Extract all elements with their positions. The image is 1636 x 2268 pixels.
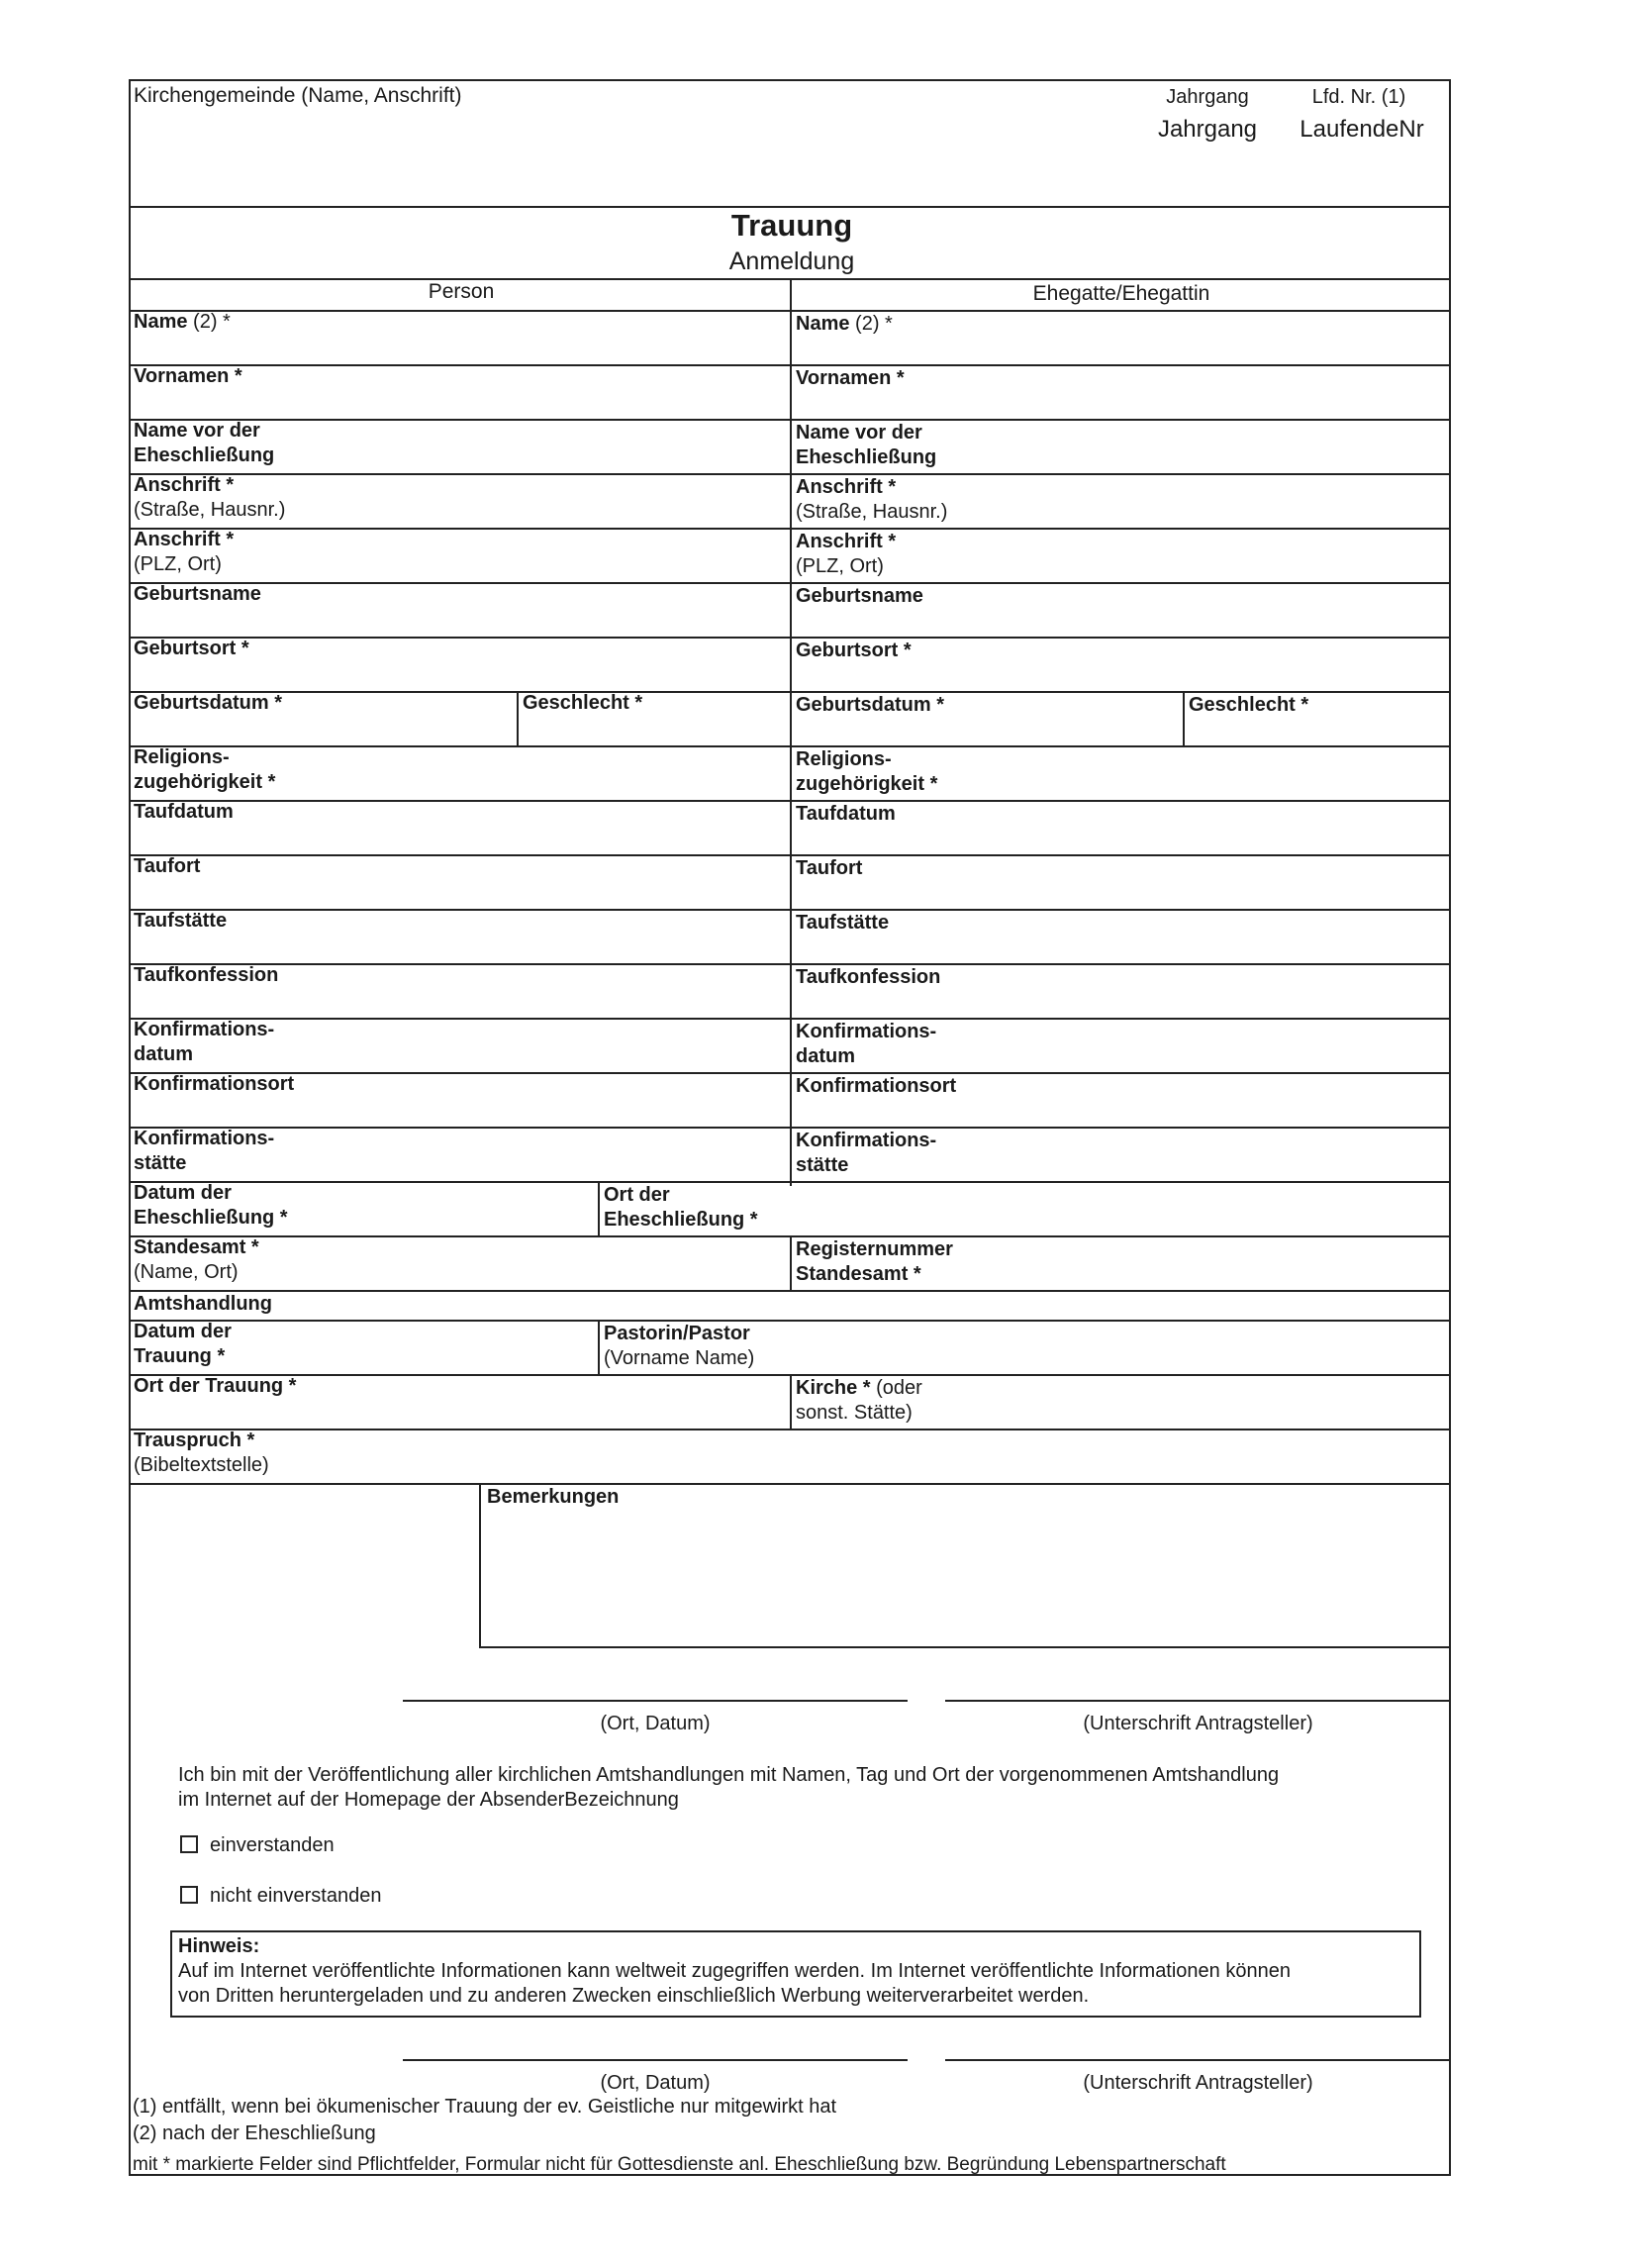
divider [131, 963, 1451, 965]
label-vornamen-spouse: Vornamen * [796, 367, 905, 389]
label-konf-datum-spouse: Konfirmations- datum [796, 1021, 937, 1067]
label-taufstaette-person: Taufstätte [134, 910, 228, 932]
signature-line-place-date-2[interactable] [403, 2059, 908, 2061]
divider [131, 854, 1451, 856]
year-label: Jahrgang [1166, 86, 1249, 108]
divider [131, 582, 1451, 584]
divider [131, 1429, 1451, 1430]
label-geburtsdatum-person: Geburtsdatum * [134, 692, 283, 714]
label-trauspruch: Trauspruch * (Bibeltextstelle) [134, 1430, 269, 1476]
congregation-label: Kirchengemeinde (Name, Anschrift) [134, 84, 462, 107]
label-signature: (Unterschrift Antragsteller) [1083, 1713, 1313, 1734]
label-registernummer: Registernummer Standesamt * [796, 1238, 953, 1285]
divider [131, 637, 1451, 639]
label-anschrift-strasse-person: Anschrift * (Straße, Hausnr.) [134, 474, 286, 521]
label-religion-person: Religions- zugehörigkeit * [134, 746, 276, 793]
disagree-label: nicht einverstanden [210, 1885, 382, 1907]
label-name-spouse: Name (2) * [796, 313, 893, 335]
label-name-vor-spouse: Name vor der Eheschließung [796, 422, 937, 468]
label-bemerkungen: Bemerkungen [487, 1486, 620, 1508]
label-name-vor-person: Name vor der Eheschließung [134, 420, 275, 466]
divider [790, 278, 792, 1186]
divider [131, 364, 1451, 366]
label-standesamt: Standesamt * (Name, Ort) [134, 1236, 259, 1283]
divider [131, 310, 1451, 312]
footnote-3: mit * markierte Felder sind Pflichtfelder, Formular nicht für Gottesdienste anl. Eheschließung bzw. Begründung Lebenspartnerschaft [133, 2154, 1226, 2175]
label-geburtsname-spouse: Geburtsname [796, 585, 923, 607]
label-geburtsdatum-spouse: Geburtsdatum * [796, 694, 945, 716]
divider [1183, 691, 1185, 745]
notice-box [170, 1930, 1421, 2018]
label-place-date: (Ort, Datum) [600, 1713, 711, 1734]
divider [790, 1235, 792, 1290]
divider [131, 1320, 1451, 1322]
footnote-1: (1) entfällt, wenn bei ökumenischer Trauung der ev. Geistliche nur mitgewirkt hat [133, 2096, 837, 2118]
label-geschlecht-spouse: Geschlecht * [1189, 694, 1309, 716]
label-taufdatum-person: Taufdatum [134, 801, 234, 823]
notice-title: Hinweis: [178, 1935, 260, 1957]
trauung-form [129, 79, 1451, 2176]
label-kirche: Kirche * (oder sonst. Stätte) [796, 1377, 922, 1424]
divider [598, 1320, 600, 1374]
number-value: LaufendeNr [1299, 116, 1424, 143]
divider [790, 1374, 792, 1429]
footnote-2: (2) nach der Eheschließung [133, 2122, 376, 2144]
label-taufort-spouse: Taufort [796, 857, 863, 879]
disagree-checkbox[interactable] [180, 1886, 198, 1904]
column-person: Person [428, 280, 495, 303]
label-anschrift-plz-spouse: Anschrift * (PLZ, Ort) [796, 531, 897, 577]
label-name-person: Name (2) * [134, 311, 231, 333]
divider [131, 528, 1451, 530]
divider [479, 1646, 1451, 1648]
divider [131, 909, 1451, 911]
column-spouse: Ehegatte/Ehegattin [1032, 282, 1210, 305]
divider [131, 1018, 1451, 1020]
signature-line-place-date[interactable] [403, 1700, 908, 1702]
label-geburtsort-person: Geburtsort * [134, 638, 249, 659]
label-signature-2: (Unterschrift Antragsteller) [1083, 2072, 1313, 2094]
label-konf-staette-spouse: Konfirmations- stätte [796, 1130, 937, 1176]
label-anschrift-strasse-spouse: Anschrift * (Straße, Hausnr.) [796, 476, 948, 523]
divider [131, 419, 1451, 421]
divider [131, 1483, 1451, 1485]
label-datum-eheschliessung: Datum der Eheschließung * [134, 1182, 288, 1229]
divider [517, 691, 519, 745]
label-religion-spouse: Religions- zugehörigkeit * [796, 748, 938, 795]
number-label: Lfd. Nr. (1) [1311, 86, 1406, 108]
label-taufstaette-spouse: Taufstätte [796, 912, 890, 934]
signature-line-signature-2[interactable] [945, 2059, 1451, 2061]
label-ort-eheschliessung: Ort der Eheschließung * [604, 1184, 758, 1231]
label-taufort-person: Taufort [134, 855, 201, 877]
bemerkungen-field[interactable] [483, 1513, 1447, 1643]
label-geburtsname-person: Geburtsname [134, 583, 261, 605]
notice-text: Hinweis: Auf im Internet veröffentlichte Informationen kann weltweit zugegriffen werden. Im Internet veröffentlichte Informationen können von Dritten heruntergeladen und zu anderen Zwecken einschließlich Werbung weiterverarbeitet werden. [178, 1935, 1291, 2007]
agree-label: einverstanden [210, 1834, 335, 1856]
label-anschrift-plz-person: Anschrift * (PLZ, Ort) [134, 529, 235, 575]
label-ort-trauung: Ort der Trauung * [134, 1375, 297, 1397]
label-taufkonfession-spouse: Taufkonfession [796, 966, 941, 988]
label-konf-ort-spouse: Konfirmationsort [796, 1075, 957, 1097]
divider [479, 1483, 481, 1646]
label-vornamen-person: Vornamen * [134, 365, 242, 387]
label-amtshandlung: Amtshandlung [134, 1293, 272, 1315]
label-konf-datum-person: Konfirmations- datum [134, 1019, 275, 1065]
label-geschlecht-person: Geschlecht * [523, 692, 643, 714]
divider [131, 745, 1451, 747]
label-pastor: Pastorin/Pastor (Vorname Name) [604, 1323, 755, 1369]
label-datum-trauung: Datum der Trauung * [134, 1321, 232, 1367]
divider [598, 1181, 600, 1235]
divider [131, 1072, 1451, 1074]
divider [131, 1181, 1451, 1183]
label-konf-ort-person: Konfirmationsort [134, 1073, 295, 1095]
signature-line-signature[interactable] [945, 1700, 1451, 1702]
divider [131, 1127, 1451, 1129]
agree-checkbox[interactable] [180, 1835, 198, 1853]
label-konf-staette-person: Konfirmations- stätte [134, 1128, 275, 1174]
label-taufdatum-spouse: Taufdatum [796, 803, 896, 825]
year-value: Jahrgang [1157, 116, 1258, 143]
divider [131, 800, 1451, 802]
consent-text: Ich bin mit der Veröffentlichung aller kirchlichen Amtshandlungen mit Namen, Tag und Ort der vorgenommenen Amtshandlung im Internet auf der Homepage der AbsenderBezeichnung [178, 1764, 1280, 1811]
divider [131, 1290, 1451, 1292]
form-title: Trauung [730, 208, 853, 243]
divider [131, 473, 1451, 475]
label-geburtsort-spouse: Geburtsort * [796, 640, 912, 661]
label-taufkonfession-person: Taufkonfession [134, 964, 279, 986]
label-place-date-2: (Ort, Datum) [600, 2072, 711, 2094]
form-subtitle: Anmeldung [728, 247, 855, 275]
